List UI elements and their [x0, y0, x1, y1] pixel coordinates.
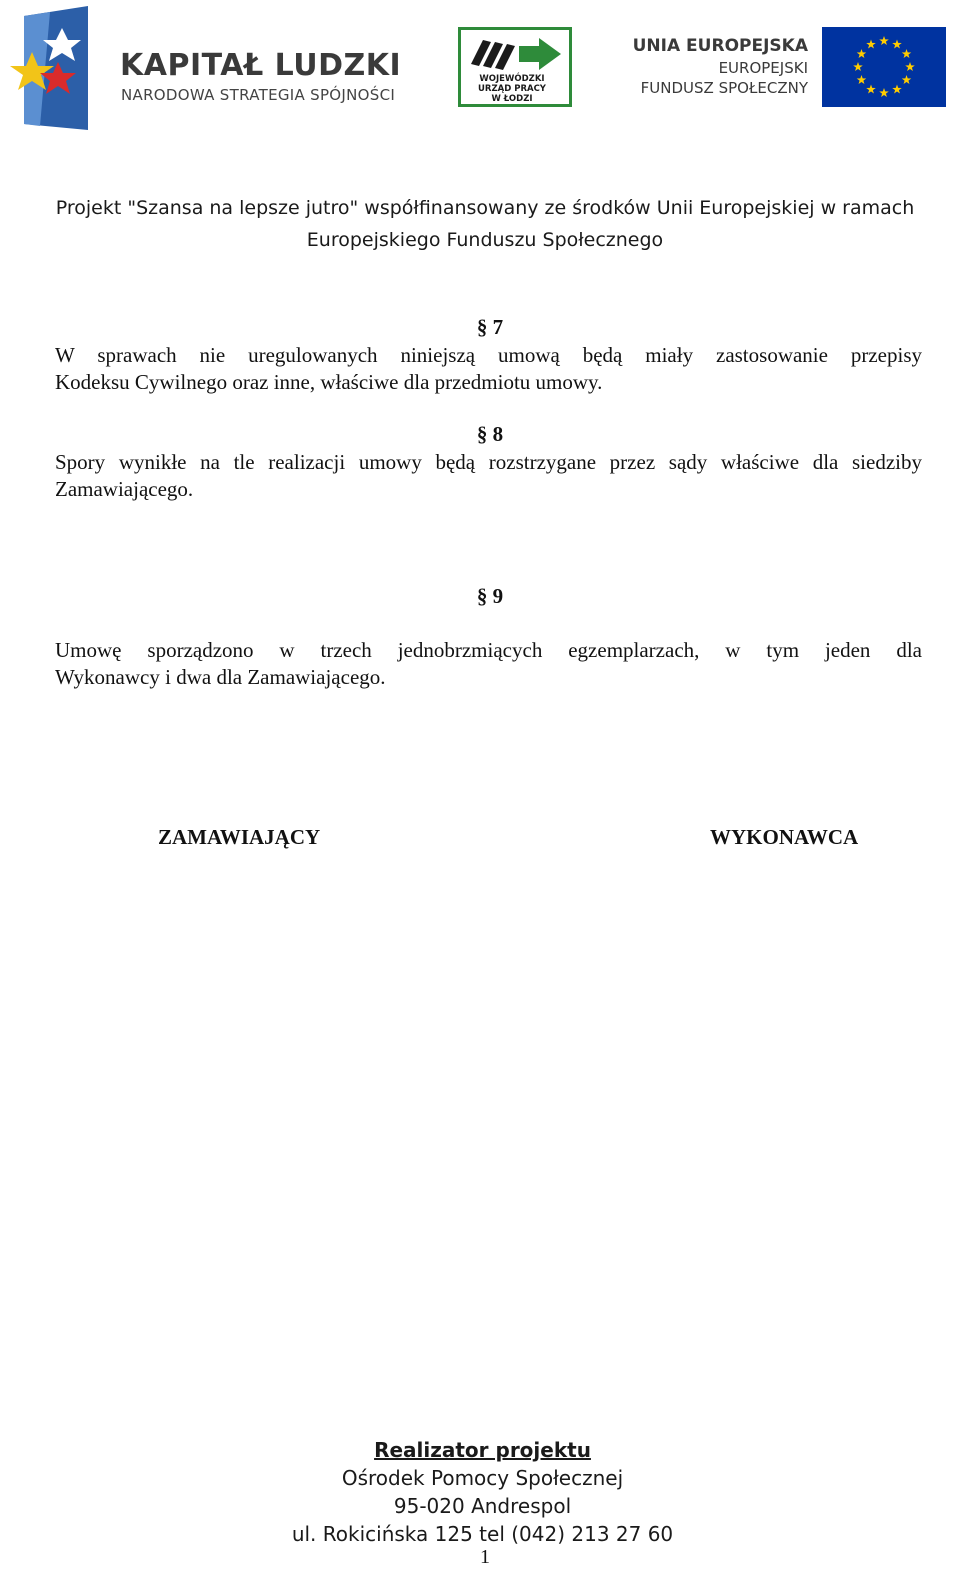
page-number: 1	[480, 1546, 490, 1568]
wup-line-3: W ŁODZI	[491, 94, 533, 104]
header-logos	[0, 0, 960, 140]
section-8-body	[55, 449, 922, 503]
section-9-sign: § 9	[476, 584, 504, 608]
footer-line-2: 95-020 Andrespol	[393, 1494, 572, 1518]
project-line-1: Projekt "Szansa na lepsze jutro" współfinansowany ze środków Unii Europejskiej w ramach	[55, 197, 915, 219]
wup-text	[461, 74, 563, 104]
ue-line-2: EUROPEJSKI	[718, 59, 808, 77]
section-8-line-1: Spory wynikłe na tle realizacji umowy będą rozstrzygane przez sądy właściwe dla siedziby	[55, 450, 922, 474]
footer-heading: Realizator projektu	[374, 1438, 591, 1462]
section-8-sign: § 8	[476, 422, 504, 446]
wup-line-1: WOJEWÓDZKI	[479, 74, 545, 84]
section-7-line-2: Kodeksu Cywilnego oraz inne, właściwe dla przedmiotu umowy.	[55, 370, 603, 394]
section-8-line-2: Zamawiającego.	[55, 477, 194, 501]
kapital-ludzki-emblem	[10, 6, 92, 134]
signature-left: ZAMAWIAJĄCY	[158, 825, 321, 849]
wup-logo	[458, 27, 572, 107]
eu-flag-icon	[822, 27, 946, 107]
section-9-line-2: Wykonawcy i dwa dla Zamawiającego.	[55, 665, 386, 689]
ue-line-1: UNIA EUROPEJSKA	[632, 36, 808, 56]
footer	[0, 1436, 960, 1548]
section-9-line-1: Umowę sporządzono w trzech jednobrzmiących egzemplarzach, w tym jeden dla	[55, 638, 922, 662]
ue-line-3: FUNDUSZ SPOŁECZNY	[640, 79, 808, 97]
footer-line-1: Ośrodek Pomocy Społecznej	[341, 1466, 624, 1490]
project-line-2: Europejskiego Funduszu Społecznego	[306, 229, 664, 251]
wup-emblem	[467, 34, 563, 72]
section-7-body	[55, 342, 922, 396]
signature-right: WYKONAWCA	[710, 825, 859, 849]
project-heading	[0, 192, 960, 256]
kapital-ludzki-subtitle: NARODOWA STRATEGIA SPÓJNOŚCI	[121, 86, 396, 104]
footer-line-3: ul. Rokicińska 125 tel (042) 213 27 60	[291, 1522, 674, 1546]
wup-line-2: URZĄD PRACY	[478, 84, 546, 94]
kapital-ludzki-title: KAPITAŁ LUDZKI	[120, 48, 402, 83]
section-7-sign: § 7	[476, 315, 504, 339]
section-9-body	[55, 637, 922, 691]
ue-text-block	[620, 36, 808, 98]
section-7-line-1: W sprawach nie uregulowanych niniejszą umową będą miały zastosowanie przepisy	[55, 343, 922, 367]
